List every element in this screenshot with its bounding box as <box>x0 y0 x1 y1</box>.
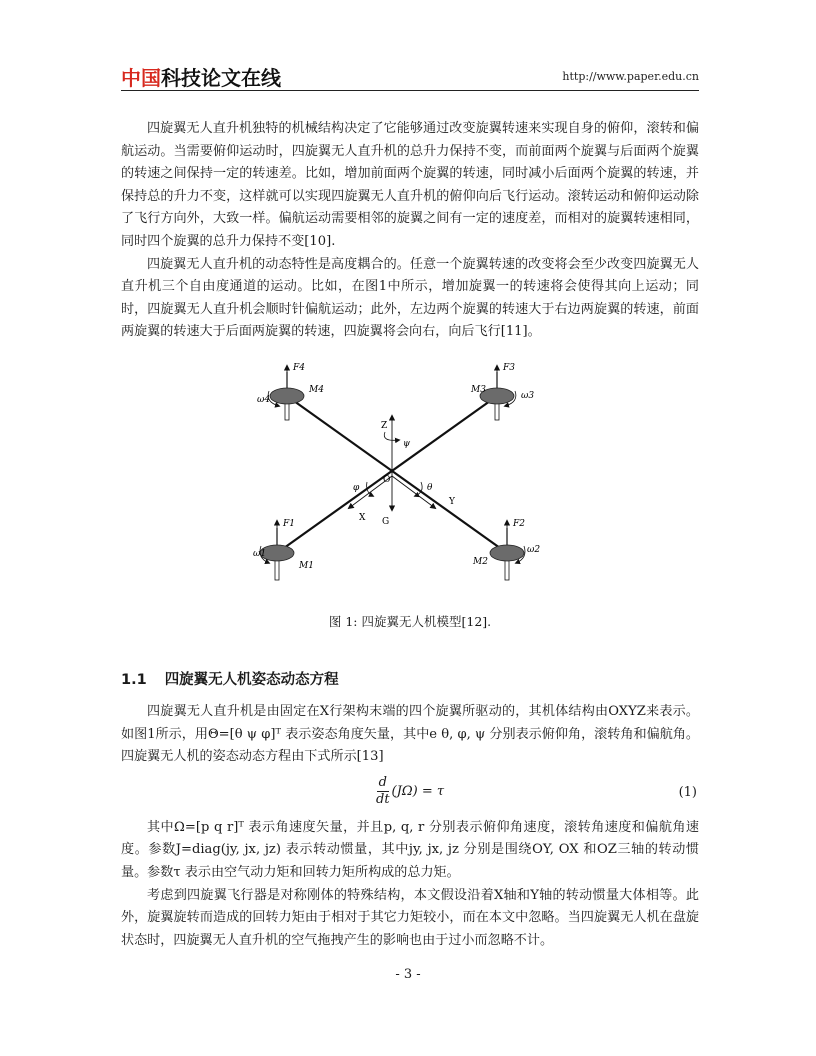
label-F4: F4 <box>293 362 305 373</box>
equation-number: (1) <box>678 784 697 800</box>
label-w2: ω2 <box>527 544 541 555</box>
label-w1: ω1 <box>253 548 267 559</box>
arm-4-2 <box>287 396 507 553</box>
label-psi: ψ <box>403 438 411 449</box>
label-M2: M2 <box>473 556 488 567</box>
label-M1: M1 <box>299 560 314 571</box>
page-header <box>121 62 699 92</box>
figure-caption: 图 1: 四旋翼无人机模型[12]. <box>328 613 492 629</box>
equation-body <box>376 775 444 808</box>
logo-black-text: 科技论文在线 <box>161 66 281 90</box>
fraction-numerator: d <box>378 774 387 790</box>
rotor-2 <box>490 518 525 580</box>
equation-rest: (JΩ) = τ <box>391 783 445 799</box>
quadrotor-figure <box>121 358 699 608</box>
paragraph-1: 四旋翼无人直升机独特的机械结构决定了它能够通过改变旋翼转速来实现自身的俯仰，滚转和偏航运动。当需要俯仰运动时，四旋翼无人直升机的总升力保持不变，而前面两个旋翼与后面两个旋翼的转速之间保持一定的转速差。比如，增加前面两个旋翼的转速，同时减小后面两个旋翼的转速，并保持总的升力不变，这样就可以实现四旋翼无人直升机的俯仰向后飞行运动。滚转运动和俯仰运动除了飞行方向外，大致一样。偏航运动需要相邻的旋翼之间有一定的速度差，而相对的旋翼转速相同，同时四个旋翼的总升力保持不变[10]. <box>121 121 699 249</box>
fraction-denominator: dt <box>376 791 390 807</box>
equation-1 <box>121 773 699 815</box>
label-theta: θ <box>427 482 433 493</box>
paragraph-2: 四旋翼无人直升机的动态特性是高度耦合的。任意一个旋翼转速的改变将会至少改变四旋翼无人直升机三个自由度通道的运动。比如，在图1中所示，增加旋翼一的转速将会使得其向上运动；同时，四旋翼无人直升机会顺时针偏航运动；此外，左边两个旋翼的转速大于右边两旋翼的转速，前面两旋翼的转速大于后面两旋翼的转速，四旋翼将会向右，向后飞行[11]。 <box>121 256 699 340</box>
section-number: 1.1 <box>121 671 147 688</box>
label-w4: ω4 <box>257 394 271 405</box>
logo-red-text: 中国 <box>121 66 161 90</box>
label-Y: Y <box>449 496 455 507</box>
label-F1: F1 <box>283 518 295 529</box>
header-rule <box>121 90 699 91</box>
equation-fraction <box>376 775 390 808</box>
quadrotor-diagram <box>253 358 577 603</box>
label-O: O <box>383 474 391 485</box>
paragraph-3: 四旋翼无人直升机是由固定在X行架构末端的四个旋翼所驱动的，其机体结构由OXYZ来表示。如图1所示，用Θ=[θ ψ φ]ᵀ 表示姿态角度矢量，其中e θ, φ, ψ 分别表示俯仰角，滚转角和偏航角。四旋翼无人机的姿态动态方程由下式所示[13] <box>121 703 699 765</box>
label-F2: F2 <box>513 518 525 529</box>
page-number: - 3 - <box>395 967 421 982</box>
page-body <box>121 118 699 952</box>
journal-logo <box>121 62 281 91</box>
label-phi: φ <box>353 482 360 493</box>
header-url: http://www.paper.edu.cn <box>562 70 699 83</box>
section-title: 四旋翼无人机姿态动态方程 <box>164 671 339 688</box>
label-G: G <box>382 516 390 527</box>
section-heading <box>121 668 699 689</box>
label-M4: M4 <box>309 384 324 395</box>
label-w3: ω3 <box>521 390 535 401</box>
paragraph-4: 其中Ω=[p q r]ᵀ 表示角速度矢量，并且p, q, r 分别表示俯仰角速度，滚转角速度和偏航角速度。参数J=diag(jy, jx, jz) 表示转动惯量，其中jy, jx, jz 分别是围绕OY, OX 和OZ三轴的转动惯量。参数τ 表示由空气动力矩和回转力矩所构成的总力矩。 <box>121 819 699 880</box>
label-M3: M3 <box>471 384 486 395</box>
label-F3: F3 <box>503 362 515 373</box>
label-X: X <box>359 512 366 523</box>
label-Z: Z <box>381 420 388 431</box>
paragraph-5: 考虑到四旋翼飞行器是对称刚体的特殊结构，本文假设沿着X轴和Y轴的转动惯量大体相等。此外，旋翼旋转而造成的回转力矩由于相对于其它力矩较小，而在本文中忽略。当四旋翼无人机在盘旋状态时，四旋翼无人直升机的空气拖拽产生的影响也由于过小而忽略不计。 <box>121 887 699 948</box>
rotor-4 <box>268 366 304 420</box>
